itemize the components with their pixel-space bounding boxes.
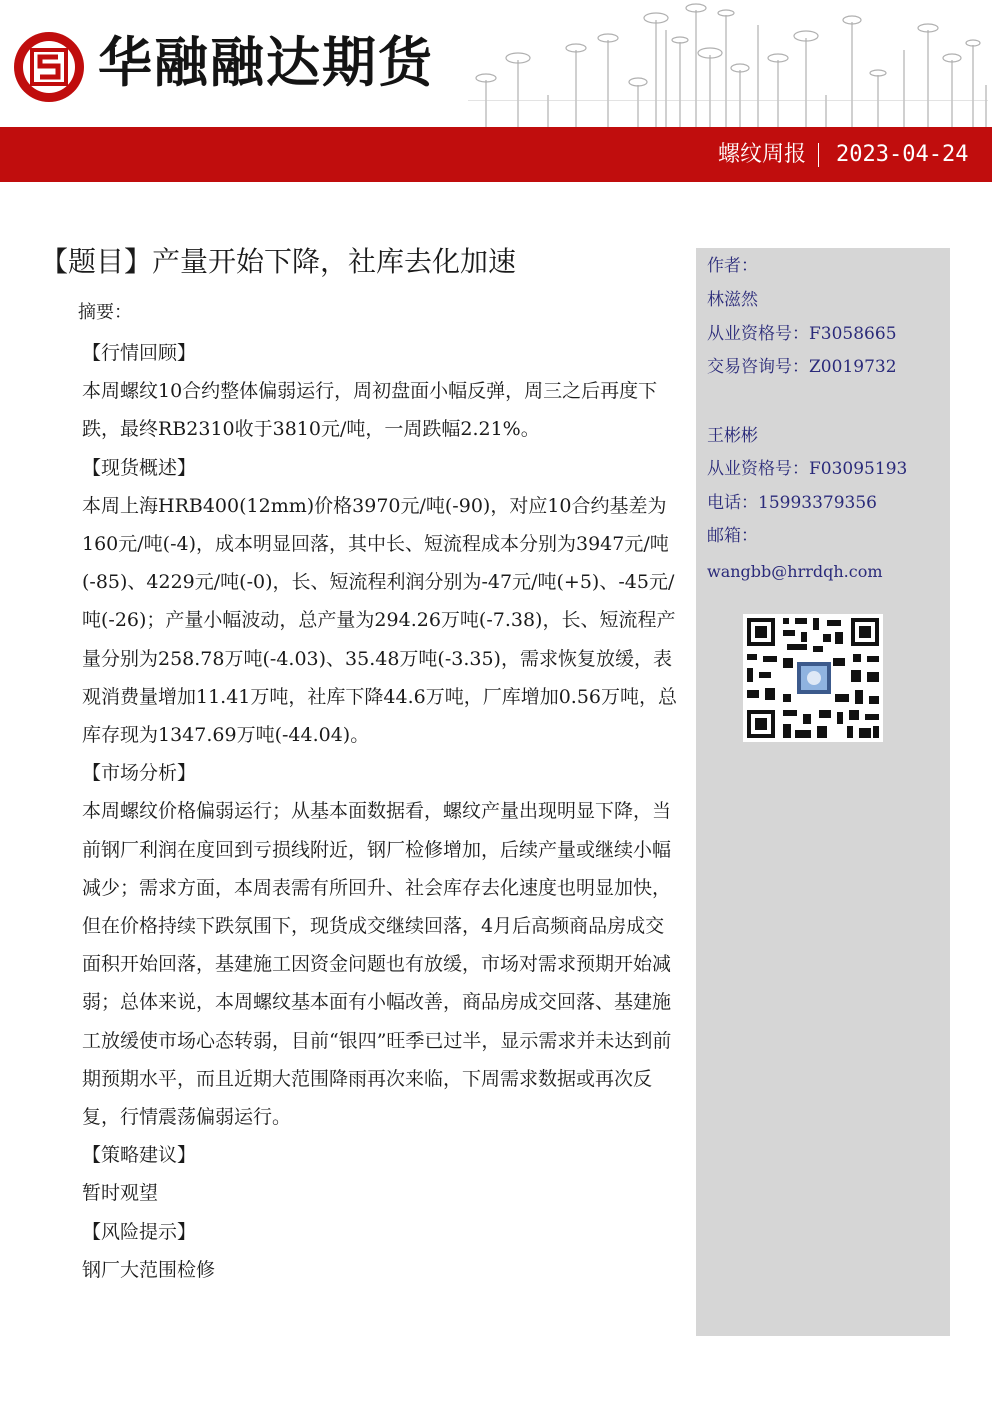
author-2-cert: 从业资格号：F03095193 — [707, 459, 908, 479]
author-1-trade: 交易咨询号：Z0019732 — [707, 357, 897, 377]
report-type: 螺纹周报 — [717, 142, 806, 167]
section-heading-risk: 【风险提示】 — [82, 1220, 197, 1243]
author-2-phone: 电话：15993379356 — [707, 493, 877, 513]
section-body-market-analysis: 本周螺纹价格偏弱运行；从基本面数据看，螺纹产量出现明显下降，当前钢厂利润在度回到亏损线附近，钢厂检修增加，后续产量或继续小幅减少；需求方面，本周表需有所回升、社会库存去化速度也明显加快，但在价格持续下跌氛围下，现货成交继续回落，4月后高频商品房成交面积开始回落，基建施工因资金问题也有放缓，市场对需求预期开始减弱；总体来说，本周螺纹基本面有小幅改善，商品房成交回落、基建施工放缓使市场心态转弱，目前“银四”旺季已过半，显示需求并未达到前期预期水平，而且近期大范围降雨再次来临，下周需求数据或再次反复，行情震荡偏弱运行。 — [82, 800, 672, 1129]
section-body-risk: 钢厂大范围检修 — [82, 1258, 216, 1281]
section-body-market-review: 本周螺纹10合约整体偏弱运行，周初盘面小幅反弹，周三之后再度下跌，最终RB2310收于3810元/吨，一周跌幅2.21%。 — [82, 380, 658, 441]
company-logo-icon — [12, 30, 86, 104]
brand-name: 华融融达期货 — [98, 31, 434, 94]
section-heading-market-review: 【行情回顾】 — [82, 342, 197, 364]
report-date: 2023-04-24 — [836, 142, 969, 167]
author-2-name: 王彬彬 — [707, 426, 758, 446]
abstract-body — [82, 334, 682, 1289]
author-1-cert: 从业资格号：F3058665 — [707, 324, 897, 344]
qr-code — [743, 614, 883, 742]
section-heading-market-analysis: 【市场分析】 — [82, 762, 197, 785]
author-2-email-label: 邮箱： — [707, 526, 758, 546]
author-label: 作者： — [707, 256, 758, 276]
section-heading-strategy: 【策略建议】 — [82, 1144, 197, 1167]
section-body-spot-overview: 本周上海HRB400(12mm)价格3970元/吨(-90)，对应10合约基差为160元/吨(-4)，成本明显回落，其中长、短流程成本分别为3947元/吨(-85)、4229元/吨(-0)，长、短流程利润分别为-47元/吨(+5)、-45元/吨(-26)；产量小幅波动，总产量为294.26万吨(-7.38)，长、短流程产量分别为258.78万吨(-4.03)、35.48万吨(-3.35)，需求恢复放缓，表观消费量增加11.41万吨，社库下降44.6万吨，厂库增加0.56万吨，总库存现为1347.69万吨(-44.04)。 — [82, 494, 678, 747]
author-1-name: 林滋然 — [707, 290, 758, 310]
author-sidebar — [696, 248, 950, 1336]
header-divider — [818, 143, 819, 167]
header-decoration — [458, 0, 992, 128]
report-title: 【题目】产量开始下降，社库去化加速 — [40, 245, 517, 278]
abstract-label: 摘要： — [78, 302, 132, 323]
section-body-strategy: 暂时观望 — [82, 1182, 159, 1205]
author-2-email[interactable]: wangbb@hrrdqh.com — [707, 562, 883, 581]
section-heading-spot-overview: 【现货概述】 — [82, 456, 197, 479]
